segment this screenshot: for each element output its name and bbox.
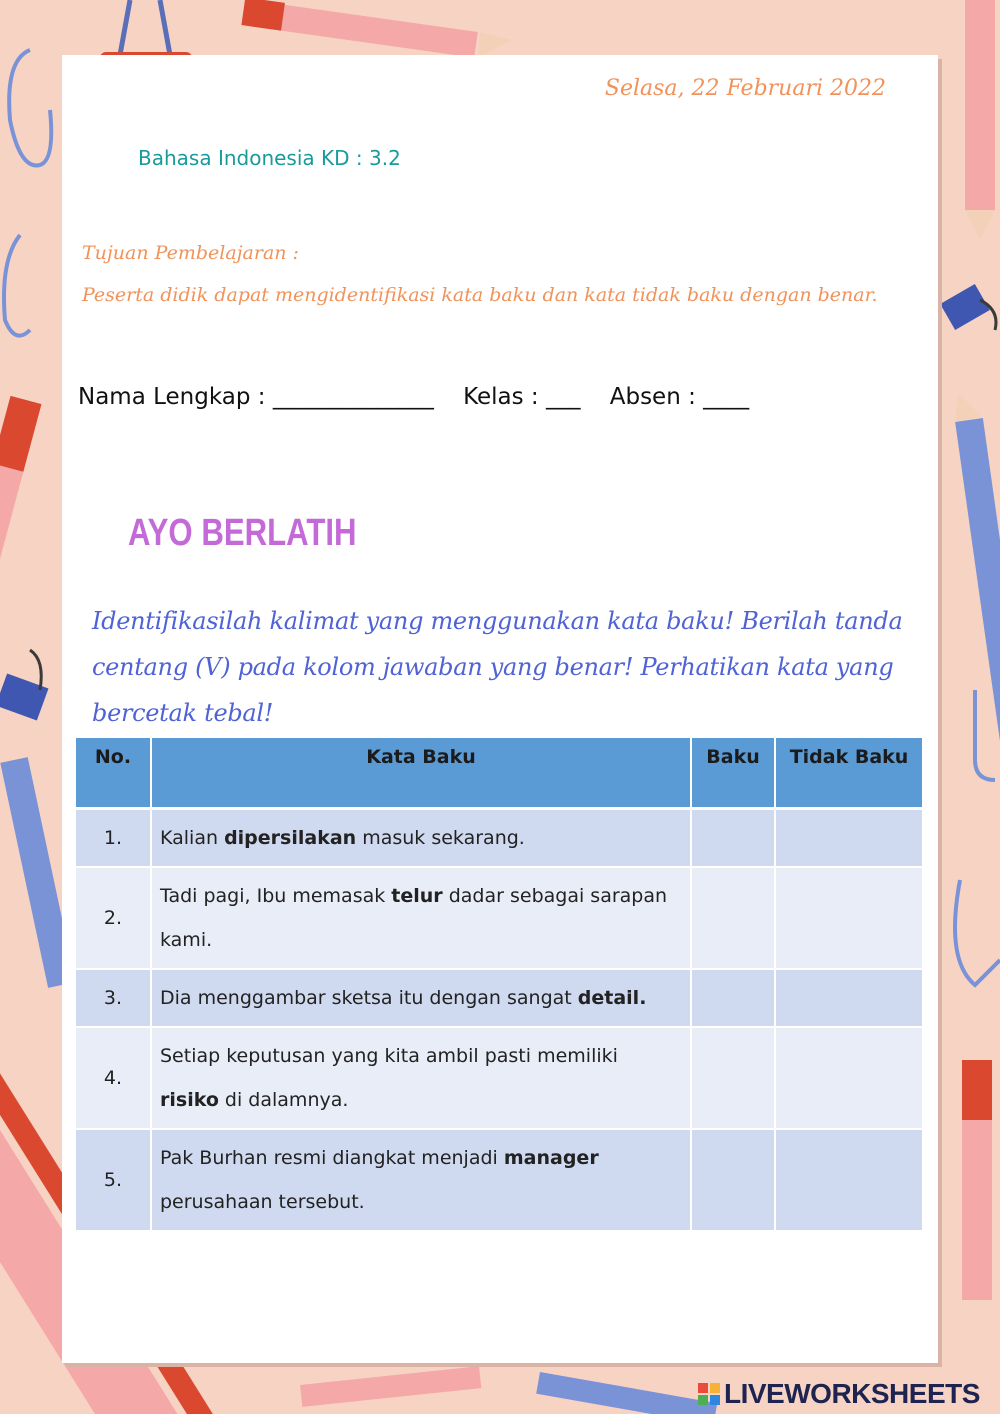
liveworksheets-logo (698, 1378, 980, 1410)
answer-tidak-baku-cell[interactable] (775, 1027, 923, 1129)
watermark-text: LIVEWORKSHEETS (724, 1378, 980, 1409)
table-row (76, 1129, 923, 1231)
liveworksheets-icon (698, 1383, 720, 1405)
answer-baku-cell[interactable] (691, 809, 775, 868)
answer-tidak-baku-cell[interactable] (775, 867, 923, 969)
header-tidak-baku: Tidak Baku (775, 738, 923, 809)
pencil-icon (0, 396, 41, 607)
header-kata-baku: Kata Baku (151, 738, 691, 809)
answer-baku-cell[interactable] (691, 1129, 775, 1231)
row-number: 2. (76, 867, 151, 969)
section-heading: AYO BERLATIH (128, 512, 357, 554)
learning-objective (82, 232, 878, 316)
bold-word: telur (391, 885, 443, 907)
paperclip-icon (955, 690, 1000, 985)
answer-baku-cell[interactable] (691, 1027, 775, 1129)
answer-table (76, 738, 924, 1232)
header-no: No. (76, 738, 151, 809)
table-row (76, 969, 923, 1027)
instruction-text: Identifikasilah kalimat yang menggunakan kata baku! Berilah tanda centang (V) pada kolom jawaban yang benar! Perhatikan kata yang bercetak tebal! (92, 607, 903, 727)
answer-tidak-baku-cell[interactable] (775, 969, 923, 1027)
sentence-cell: Tadi pagi, Ibu memasak telur dadar sebagai sarapan kami. (151, 867, 691, 969)
pencil-icon (962, 1060, 992, 1300)
header-baku: Baku (691, 738, 775, 809)
table-header-row (76, 738, 923, 809)
sentence-cell: Pak Burhan resmi diangkat menjadi manager perusahaan tersebut. (151, 1129, 691, 1231)
sentence-cell: Dia menggambar sketsa itu dengan sangat detail. (151, 969, 691, 1027)
bold-word: detail. (577, 987, 647, 1009)
sentence-cell: Setiap keputusan yang kita ambil pasti memiliki risiko di dalamnya. (151, 1027, 691, 1129)
student-info-fields: Nama Lengkap : ______________ Kelas : ___ Absen : ____ (78, 384, 750, 410)
pencil-icon (300, 1366, 717, 1414)
answer-baku-cell[interactable] (691, 969, 775, 1027)
objective-label: Tujuan Pembelajaran : (82, 242, 299, 264)
paperclip-icon (4, 50, 51, 336)
worksheet-date: Selasa, 22 Februari 2022 (604, 76, 886, 101)
answer-baku-cell[interactable] (691, 867, 775, 969)
binder-clip-icon (940, 284, 996, 330)
binder-clip-icon (0, 650, 48, 720)
objective-text: Peserta didik dapat mengidentifikasi kata baku dan kata tidak baku dengan benar. (82, 284, 878, 306)
bold-word: dipersilakan (224, 827, 357, 849)
pencil-icon (241, 0, 512, 58)
row-number: 5. (76, 1129, 151, 1231)
table-row (76, 867, 923, 969)
answer-tidak-baku-cell[interactable] (775, 809, 923, 868)
pencil-icon (965, 0, 995, 240)
bold-word: risiko (160, 1089, 219, 1111)
table-row (76, 809, 923, 868)
row-number: 1. (76, 809, 151, 868)
answer-tidak-baku-cell[interactable] (775, 1129, 923, 1231)
table-row (76, 1027, 923, 1129)
sentence-cell: Kalian dipersilakan masuk sekarang. (151, 809, 691, 868)
row-number: 4. (76, 1027, 151, 1129)
row-number: 3. (76, 969, 151, 1027)
subject-label: Bahasa Indonesia KD : 3.2 (138, 146, 401, 170)
bold-word: manager (503, 1147, 599, 1169)
